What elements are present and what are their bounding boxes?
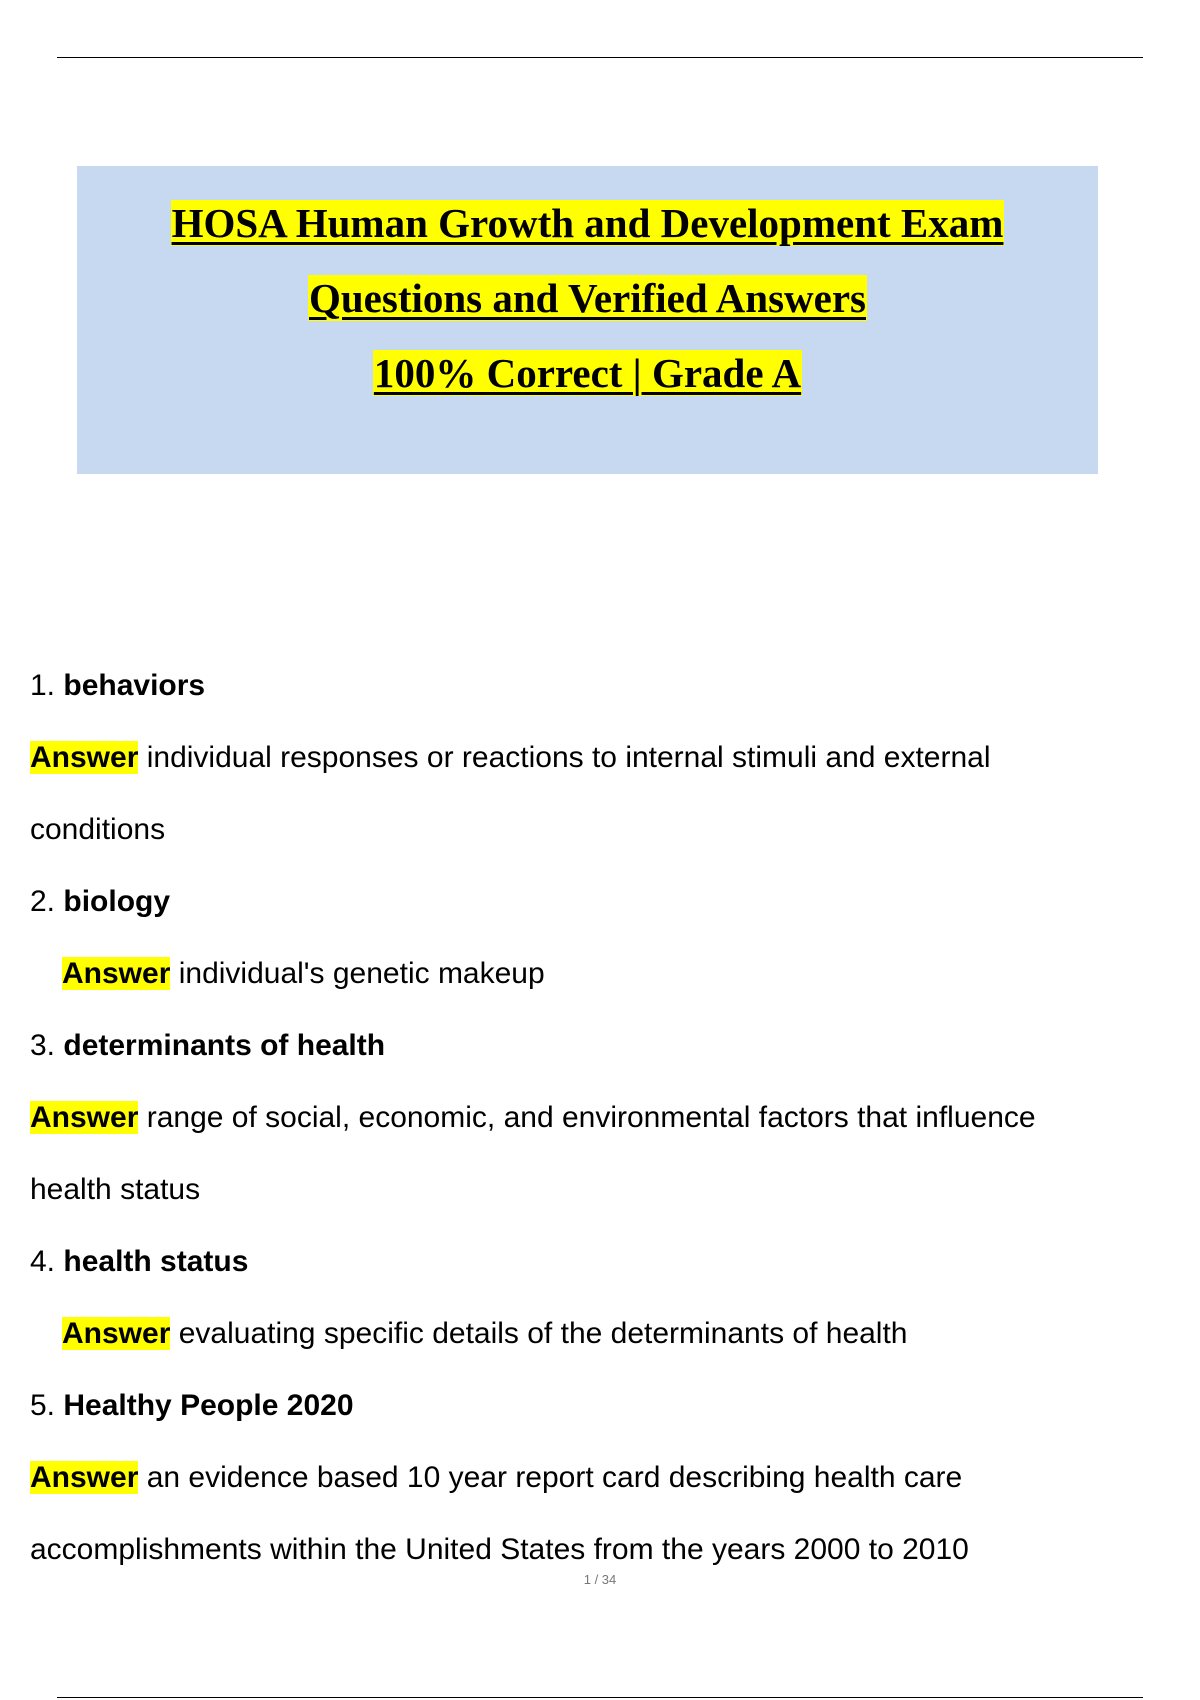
answer-1-line-1 <box>30 722 1160 794</box>
question-term: determinants of health <box>63 1029 386 1062</box>
title-line-2: Questions and Verified Answers <box>308 275 866 321</box>
question-term: behaviors <box>63 669 206 702</box>
answer-label: Answer <box>30 1101 139 1134</box>
question-number: 5. <box>30 1389 56 1422</box>
title-line-3: 100% Correct | Grade A <box>373 350 802 396</box>
answer-5-line-1 <box>30 1442 1160 1514</box>
question-term: Healthy People 2020 <box>63 1389 354 1422</box>
answer-text: range of social, economic, and environmental factors that influence <box>146 1101 1036 1134</box>
question-4 <box>30 1226 1160 1298</box>
top-rule <box>57 57 1143 58</box>
answer-text: individual responses or reactions to internal stimuli and external <box>146 741 991 774</box>
answer-text: conditions <box>30 813 166 846</box>
answer-text: evaluating specific details of the determinants of health <box>178 1317 908 1350</box>
answer-2-line-1 <box>30 938 1160 1010</box>
answer-label: Answer <box>62 957 171 990</box>
question-number: 4. <box>30 1245 56 1278</box>
answer-label: Answer <box>62 1317 171 1350</box>
question-term: health status <box>63 1245 249 1278</box>
question-3 <box>30 1010 1160 1082</box>
answer-label: Answer <box>30 1461 139 1494</box>
page-number: 1 / 34 <box>583 1572 617 1587</box>
answer-3-line-1 <box>30 1082 1160 1154</box>
title-box <box>77 166 1098 474</box>
question-number: 3. <box>30 1029 56 1062</box>
answer-1-line-2 <box>30 794 1160 866</box>
question-5 <box>30 1370 1160 1442</box>
answer-text: accomplishments within the United States from the years 2000 to 2010 <box>30 1533 969 1566</box>
answer-label: Answer <box>30 741 139 774</box>
question-number: 2. <box>30 885 56 918</box>
title-line-1: HOSA Human Growth and Development Exam <box>171 200 1004 246</box>
answer-text: an evidence based 10 year report card describing health care <box>146 1461 963 1494</box>
question-1 <box>30 650 1160 722</box>
answer-4-line-1 <box>30 1298 1160 1370</box>
answer-text: individual's genetic makeup <box>178 957 545 990</box>
question-2 <box>30 866 1160 938</box>
question-number: 1. <box>30 669 56 702</box>
question-list <box>30 650 1160 1586</box>
bottom-rule <box>57 1697 1143 1698</box>
answer-3-line-2 <box>30 1154 1160 1226</box>
answer-text: health status <box>30 1173 201 1206</box>
question-term: biology <box>63 885 171 918</box>
